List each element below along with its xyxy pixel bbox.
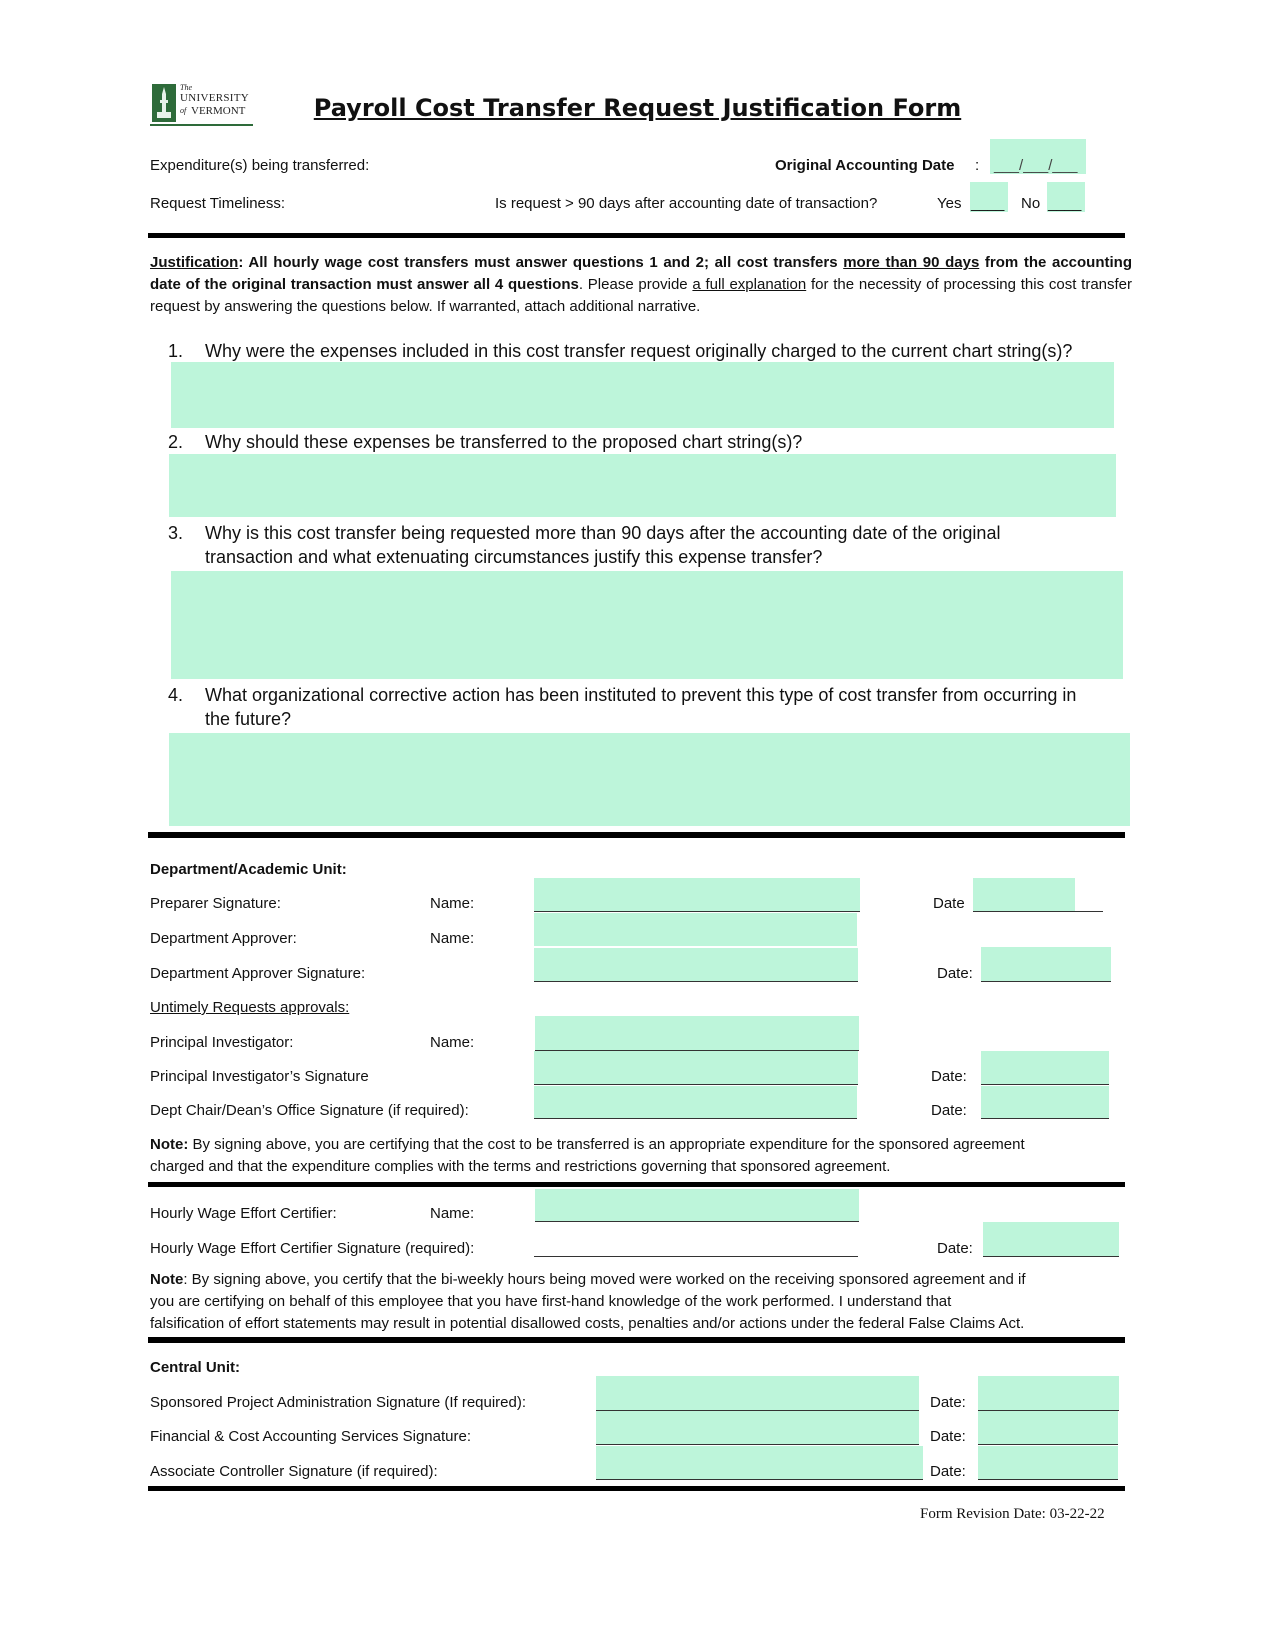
dept-approver-date-line bbox=[981, 981, 1111, 982]
pi-name-label: Name: bbox=[430, 1034, 475, 1051]
hourly-note-line1 bbox=[150, 1271, 1025, 1289]
logo-underline bbox=[150, 124, 253, 126]
divider-3 bbox=[148, 1182, 1125, 1187]
chair-signature-label: Dept Chair/Dean’s Office Signature (if required): bbox=[150, 1102, 469, 1119]
hourly-certifier-signature-line[interactable] bbox=[534, 1256, 858, 1257]
timeliness-question: Is request > 90 days after accounting date of transaction? bbox=[495, 195, 878, 212]
note-bold: Note: bbox=[150, 1136, 189, 1153]
question-text: Why is this cost transfer being requested more than 90 days after the accounting date of the original bbox=[205, 523, 1001, 543]
form-revision-date: Form Revision Date: 03-22-22 bbox=[920, 1506, 1105, 1522]
preparer-name-line bbox=[534, 911, 860, 912]
logo-line3b: VERMONT bbox=[191, 105, 246, 117]
justification-emph2: a full explanation bbox=[692, 276, 807, 293]
assoc-controller-signature-field[interactable] bbox=[596, 1446, 923, 1479]
dept-approver-signature-field[interactable] bbox=[534, 948, 858, 981]
fcas-signature-line bbox=[596, 1444, 919, 1445]
dept-approver-name-field[interactable] bbox=[534, 913, 857, 946]
hourly-certifier-signature-label: Hourly Wage Effort Certifier Signature (required): bbox=[150, 1240, 475, 1257]
divider-1 bbox=[148, 233, 1125, 238]
no-blank: ____ bbox=[1048, 195, 1082, 212]
question-number: 3. bbox=[168, 523, 184, 543]
hourly-certifier-name-field[interactable] bbox=[535, 1189, 859, 1221]
dept-approver-name-label: Name: bbox=[430, 930, 475, 947]
chair-date-field[interactable] bbox=[981, 1086, 1109, 1118]
fcas-signature-field[interactable] bbox=[596, 1411, 919, 1444]
logo-line3a: of bbox=[180, 106, 187, 115]
question-number: 2. bbox=[168, 432, 184, 452]
hourly-certifier-name-line bbox=[535, 1221, 859, 1222]
fcas-date-label: Date: bbox=[930, 1428, 966, 1445]
assoc-controller-signature-line bbox=[596, 1479, 923, 1480]
fcas-signature-label: Financial & Cost Accounting Services Signature: bbox=[150, 1428, 471, 1445]
answer-field-4[interactable] bbox=[169, 733, 1130, 826]
page-title: Payroll Cost Transfer Request Justification Form bbox=[313, 94, 962, 122]
divider-2 bbox=[148, 832, 1125, 838]
department-heading: Department/Academic Unit: bbox=[150, 861, 347, 878]
orig-date-value: ___/___/___ bbox=[994, 157, 1078, 174]
dept-approver-label: Department Approver: bbox=[150, 930, 297, 947]
justification-part4: for the necessity of processing this cost transfer request by answering the questions below. If warranted, attach additional narrative. bbox=[150, 276, 1133, 315]
justification-part3: . Please provide bbox=[578, 276, 693, 293]
justification-part2: from the accounting date of the original transaction must answer all 4 questions bbox=[150, 254, 1132, 293]
yes-blank: ____ bbox=[971, 195, 1005, 212]
spa-date-field[interactable] bbox=[978, 1376, 1119, 1410]
spa-signature-label: Sponsored Project Administration Signature (If required): bbox=[150, 1394, 527, 1411]
assoc-controller-date-line bbox=[978, 1479, 1118, 1480]
spa-date-label: Date: bbox=[930, 1394, 966, 1411]
question-text: transaction and what extenuating circumstances justify this expense transfer? bbox=[205, 547, 823, 567]
chair-signature-field[interactable] bbox=[534, 1086, 857, 1118]
question-text: What organizational corrective action has been instituted to prevent this type of cost transfer from occurring in bbox=[205, 685, 1077, 705]
preparer-signature-label: Preparer Signature: bbox=[150, 895, 281, 912]
hourly-date-field[interactable] bbox=[983, 1222, 1119, 1256]
untimely-requests-label: Untimely Requests approvals: bbox=[150, 999, 350, 1016]
preparer-name-field[interactable] bbox=[534, 878, 860, 911]
logo-line2: UNIVERSITY bbox=[180, 92, 249, 104]
certification-note-line2: charged and that the expenditure complies with the terms and restrictions governing that sponsored agreement. bbox=[150, 1158, 891, 1175]
fcas-date-line bbox=[978, 1444, 1118, 1445]
assoc-controller-date-field[interactable] bbox=[978, 1446, 1118, 1479]
preparer-name-label: Name: bbox=[430, 895, 475, 912]
question-text: the future? bbox=[205, 709, 292, 729]
orig-date-colon: : bbox=[975, 157, 980, 174]
timeliness-label: Request Timeliness: bbox=[150, 195, 286, 212]
pi-date-label: Date: bbox=[931, 1068, 967, 1085]
dept-approver-signature-line bbox=[534, 981, 858, 982]
pi-signature-label: Principal Investigator’s Signature bbox=[150, 1068, 369, 1085]
dept-approver-date-field[interactable] bbox=[981, 947, 1111, 981]
note-text: By signing above, you are certifying that the cost to be transferred is an appropriate expenditure for the sponsored agreement bbox=[188, 1136, 1025, 1153]
hourly-certifier-label: Hourly Wage Effort Certifier: bbox=[150, 1205, 337, 1222]
question-text: Why were the expenses included in this cost transfer request originally charged to the current chart string(s)? bbox=[205, 341, 1073, 361]
hourly-name-label: Name: bbox=[430, 1205, 475, 1222]
justification-heading: Justification bbox=[150, 254, 239, 271]
hourly-note-bold: Note bbox=[150, 1271, 184, 1288]
answer-field-3[interactable] bbox=[171, 571, 1123, 679]
dept-approver-signature-label: Department Approver Signature: bbox=[150, 965, 366, 982]
pi-label: Principal Investigator: bbox=[150, 1034, 294, 1051]
pi-signature-line bbox=[534, 1084, 858, 1085]
central-heading: Central Unit: bbox=[150, 1359, 240, 1376]
preparer-date-field[interactable] bbox=[973, 878, 1075, 911]
justification-part1: : All hourly wage cost transfers must answer questions 1 and 2; all cost transfers bbox=[238, 254, 844, 271]
assoc-controller-signature-label: Associate Controller Signature (if required): bbox=[150, 1463, 438, 1480]
question-text: Why should these expenses be transferred to the proposed chart string(s)? bbox=[205, 432, 803, 452]
assoc-controller-date-label: Date: bbox=[930, 1463, 966, 1480]
logo-line1: The bbox=[180, 83, 192, 92]
justification-emph1: more than 90 days bbox=[843, 254, 980, 271]
dept-approver-date-label: Date: bbox=[937, 965, 973, 982]
divider-4 bbox=[148, 1337, 1125, 1343]
chair-date-line bbox=[981, 1118, 1109, 1119]
question-number: 4. bbox=[168, 685, 184, 705]
pi-signature-field[interactable] bbox=[534, 1051, 858, 1084]
preparer-date-label: Date bbox=[933, 895, 965, 912]
answer-field-2[interactable] bbox=[169, 454, 1116, 517]
justification-paragraph bbox=[150, 252, 1132, 318]
pi-name-field[interactable] bbox=[535, 1016, 859, 1050]
divider-5 bbox=[148, 1486, 1125, 1491]
hourly-date-line bbox=[983, 1256, 1119, 1257]
certification-note bbox=[150, 1136, 1025, 1154]
chair-signature-line bbox=[534, 1118, 857, 1119]
answer-field-1[interactable] bbox=[171, 362, 1114, 428]
no-label: No bbox=[1021, 195, 1041, 212]
chair-date-label: Date: bbox=[931, 1102, 967, 1119]
expenditure-label: Expenditure(s) being transferred: bbox=[150, 157, 370, 174]
orig-date-label: Original Accounting Date bbox=[775, 157, 955, 174]
yes-label: Yes bbox=[937, 195, 962, 212]
spa-signature-field[interactable] bbox=[596, 1376, 919, 1410]
question-number: 1. bbox=[168, 341, 184, 361]
preparer-date-line bbox=[973, 911, 1103, 912]
pi-date-field[interactable] bbox=[981, 1051, 1109, 1084]
hourly-note-line2: you are certifying on behalf of this employee that you have first-hand knowledge of the work performed. I understand that bbox=[150, 1293, 952, 1310]
hourly-date-label: Date: bbox=[937, 1240, 973, 1257]
pi-date-line bbox=[981, 1084, 1109, 1085]
fcas-date-field[interactable] bbox=[978, 1411, 1118, 1444]
hourly-note-text: : By signing above, you certify that the bi-weekly hours being moved were worked on the receiving sponsored agreement and if bbox=[183, 1271, 1026, 1288]
hourly-note-line3: falsification of effort statements may result in potential disallowed costs, penalties and/or actions under the federal False Claims Act. bbox=[150, 1315, 1025, 1332]
